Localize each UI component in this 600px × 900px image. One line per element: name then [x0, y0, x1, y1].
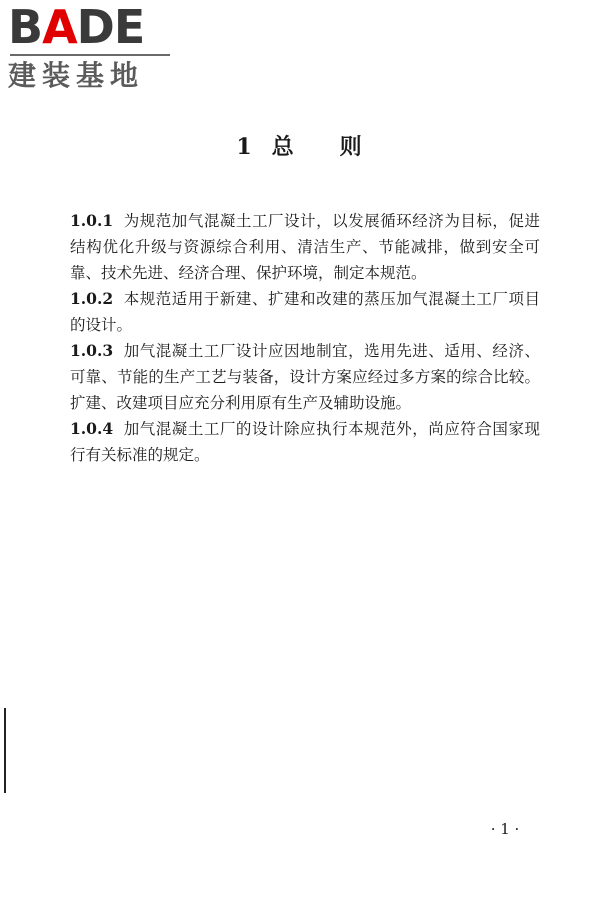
- clause-list: [70, 208, 540, 468]
- clause-number: 1.0.4: [70, 419, 114, 438]
- clause-number: 1.0.3: [70, 341, 114, 360]
- logo-subtitle: 建装基地: [8, 59, 145, 92]
- logo-wordmark: [8, 2, 178, 52]
- logo-letter-b: B: [8, 0, 43, 54]
- scan-edge-line: [4, 708, 6, 793]
- page-number: · 1 ·: [490, 820, 520, 838]
- clause-text: 加气混凝土工厂的设计除应执行本规范外，尚应符合国家现行有关标准的规定。: [70, 420, 540, 464]
- clause-1-0-4: [70, 416, 540, 468]
- logo-divider: [10, 54, 170, 56]
- clause-number: 1.0.1: [70, 211, 114, 230]
- chapter-title-left: 总: [271, 134, 296, 160]
- clause-number: 1.0.2: [70, 289, 114, 308]
- clause-1-0-3: [70, 338, 540, 416]
- chapter-number: 1: [236, 134, 254, 160]
- clause-text: 加气混凝土工厂设计应因地制宜，选用先进、适用、经济、可靠、节能的生产工艺与装备，设计方案应经过多方案的综合比较。扩建、改建项目应充分利用原有生产及辅助设施。: [70, 342, 540, 412]
- clause-1-0-1: [70, 208, 540, 286]
- brand-logo: [8, 2, 178, 92]
- chapter-title: [0, 132, 600, 162]
- clause-text: 本规范适用于新建、扩建和改建的蒸压加气混凝土工厂项目的设计。: [70, 290, 540, 334]
- logo-letters-de: DE: [76, 0, 145, 54]
- clause-1-0-2: [70, 286, 540, 338]
- logo-letter-a-accent: A: [42, 0, 77, 54]
- chapter-title-right: 则: [339, 134, 364, 160]
- clause-text: 为规范加气混凝土工厂设计，以发展循环经济为目标，促进结构优化升级与资源综合利用、清洁生产、节能减排，做到安全可靠、技术先进、经济合理、保护环境，制定本规范。: [70, 212, 540, 282]
